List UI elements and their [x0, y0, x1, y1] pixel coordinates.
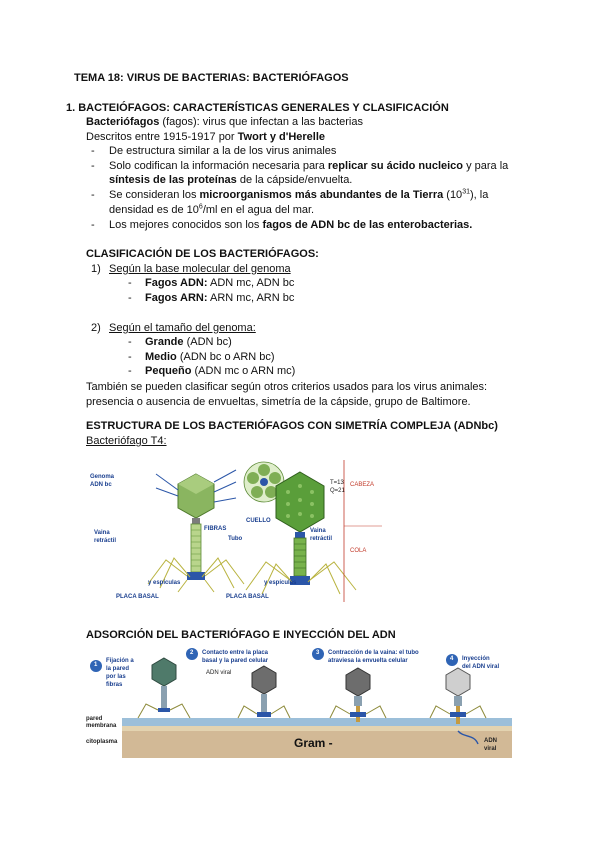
bullet-3-text-d: densidad es de 10 [109, 204, 199, 216]
label-genoma: Genoma [90, 474, 115, 480]
label-gram: Gram - [294, 736, 333, 750]
bullet-2-cont [109, 174, 352, 187]
class-2-item-3 [145, 365, 295, 378]
class-1-item-1 [145, 277, 294, 290]
bullet-4-text: Los mejores conocidos son los [109, 219, 263, 231]
step-3-number: 3 [316, 650, 320, 656]
bullet-2-text-b: y para la [463, 160, 509, 172]
class-1-item-2-bold: Fagos ARN: [145, 292, 208, 304]
step-4-text-2: del ADN viral [462, 664, 500, 670]
document-title: TEMA 18: VIRUS DE BACTERIAS: BACTERIÓFAGOS [74, 72, 349, 84]
bullet-dash: - [128, 351, 132, 363]
class-2-item-1-bold: Grande [145, 336, 184, 348]
step-2-text-1: Contacto entre la placa [202, 650, 269, 656]
label-tnum: T=13 [330, 480, 344, 486]
t4-figure [86, 452, 386, 604]
bullet-3-sup: 31 [462, 188, 470, 196]
label-cola: COLA [350, 548, 367, 554]
step-4-number: 4 [450, 656, 454, 662]
bullet-dash: - [128, 365, 132, 377]
label-cabeza: CABEZA [350, 482, 375, 488]
label-adnbc: ADN bc [90, 482, 112, 488]
label-vaina-left: Vaina [94, 530, 110, 536]
step-2-number: 2 [190, 650, 194, 656]
class-1-item-2 [145, 292, 294, 305]
step-1-text-3: por las [106, 674, 126, 680]
bullet-3-text-b: (10 [443, 189, 463, 201]
classification-note-2: presencia o ausencia de envueltas, simetría de la cápside, grupo de Baltimore. [86, 396, 471, 408]
phage-step-1 [138, 658, 190, 718]
definition-text: (fagos): virus que infectan a las bacterias [159, 116, 363, 128]
structure-heading: ESTRUCTURA DE LOS BACTERIÓFAGOS CON SIMETRÍA COMPLEJA (ADNbc) [86, 420, 498, 432]
definition-term: Bacteriófagos [86, 116, 160, 128]
bullet-3-sup2: 6 [198, 203, 203, 211]
label-retractil-right: retráctil [310, 536, 333, 542]
step-1-text-4: fibras [106, 682, 123, 688]
label-membrana: membrana [86, 723, 117, 729]
step-3-text-2: atraviesa la envuelta celular [328, 658, 408, 664]
bullet-2-bold-b: síntesis de las proteínas [109, 174, 237, 186]
class-2-item-1-rest: (ADN bc) [183, 336, 232, 348]
classification-heading: CLASIFICACIÓN DE LOS BACTERIÓFAGOS: [86, 248, 319, 260]
adsorption-figure [86, 646, 512, 760]
label-placa-left: PLACA BASAL [116, 594, 159, 600]
class-1-label: Según la base molecular del genoma [109, 263, 291, 275]
class-2-item-3-rest: (ADN mc o ARN mc) [191, 365, 296, 377]
t4-diagram [86, 452, 386, 604]
classification-note-1: También se pueden clasificar según otros criterios usados para los virus animales: [86, 381, 488, 393]
label-retractil-left: retráctil [94, 538, 117, 544]
bullet-2 [109, 160, 527, 173]
cell-wall-outer [122, 718, 512, 726]
label-placa-right: PLACA BASAL [226, 594, 269, 600]
label-citoplasma: citoplasma [86, 739, 118, 745]
step-2-text-3: ADN viral [206, 670, 232, 676]
class-1-item-2-rest: ARN mc, ARN bc [207, 292, 295, 304]
step-2-text-2: basal y la pared celular [202, 658, 269, 664]
phage-step-2 [238, 666, 290, 718]
cell-membrane [122, 726, 512, 731]
bullet-3-text-a: Se consideran los [109, 189, 200, 201]
step-3-text-1: Contracción de la vaina: el tubo [328, 650, 419, 656]
discovery-line [86, 131, 325, 144]
label-adn-viral-2: viral [484, 746, 497, 752]
label-cuello: CUELLO [246, 518, 271, 524]
step-4-text-1: Inyección [462, 656, 490, 662]
bullet-2-text-a: Solo codifican la información necesaria para [109, 160, 328, 172]
class-1-num: 1) [91, 263, 101, 275]
bullet-3-cont [109, 204, 314, 217]
section-heading-1: 1. BACTEIÓFAGOS: CARACTERÍSTICAS GENERALES Y CLASIFICACIÓN [66, 102, 449, 114]
label-pared: pared [86, 716, 103, 722]
class-2-item-2 [145, 351, 275, 364]
phage-step-3 [330, 668, 386, 722]
label-tubo: Tubo [228, 536, 243, 542]
bullet-3-text-e: /ml en el agua del mar. [202, 204, 315, 216]
label-adn-viral-1: ADN [484, 738, 497, 744]
bullet-dash: - [91, 145, 95, 157]
bullet-dash: - [128, 336, 132, 348]
label-q: Q=21 [330, 488, 345, 494]
structure-subheading: Bacteriófago T4: [86, 435, 167, 447]
bullet-3-bold: microorganismos más abundantes de la Tierra [199, 189, 444, 201]
bullet-3 [109, 189, 488, 202]
class-2-label: Según el tamaño del genoma: [109, 322, 256, 334]
bullet-dash: - [91, 189, 95, 201]
step-1-text-2: la pared [106, 666, 130, 672]
bullet-2-bold-a: replicar su ácido nucleico [327, 160, 464, 172]
label-vaina-right: Vaina [310, 528, 326, 534]
bullet-3-text-c: ), la [469, 189, 489, 201]
discovery-text: Descritos entre 1915-1917 por [86, 131, 238, 143]
bullet-dash: - [128, 292, 132, 304]
class-2-item-3-bold: Pequeño [145, 365, 192, 377]
step-1-number: 1 [94, 662, 98, 668]
neck-right [295, 532, 305, 538]
neck-left [192, 518, 200, 524]
bullet-4-bold: fagos de ADN bc de las enterobacterias. [262, 219, 473, 231]
class-2-item-2-rest: (ADN bc o ARN bc) [176, 351, 275, 363]
definition-line [86, 116, 363, 129]
class-2-item-1 [145, 336, 232, 349]
label-espiculas-left: y espículas [148, 580, 181, 586]
adsorption-heading: ADSORCIÓN DEL BACTERIÓFAGO E INYECCIÓN DEL ADN [86, 629, 396, 641]
bullet-dash: - [91, 219, 95, 231]
class-1-item-1-bold: Fagos ADN: [145, 277, 208, 289]
class-2-num: 2) [91, 322, 101, 334]
bullet-dash: - [91, 160, 95, 172]
class-2-item-2-bold: Medio [145, 351, 177, 363]
label-fibras: FIBRAS [204, 526, 227, 532]
step-1-text-1: Fijación a [106, 658, 134, 664]
discoverers: Twort y d'Herelle [237, 131, 326, 143]
bullet-1: De estructura similar a la de los virus animales [109, 145, 337, 157]
class-1-item-1-rest: ADN mc, ADN bc [207, 277, 295, 289]
bullet-4 [109, 219, 472, 232]
label-espiculas-right: y espículas [264, 580, 297, 586]
bullet-2-text-c: de la cápside/envuelta. [236, 174, 353, 186]
bullet-dash: - [128, 277, 132, 289]
